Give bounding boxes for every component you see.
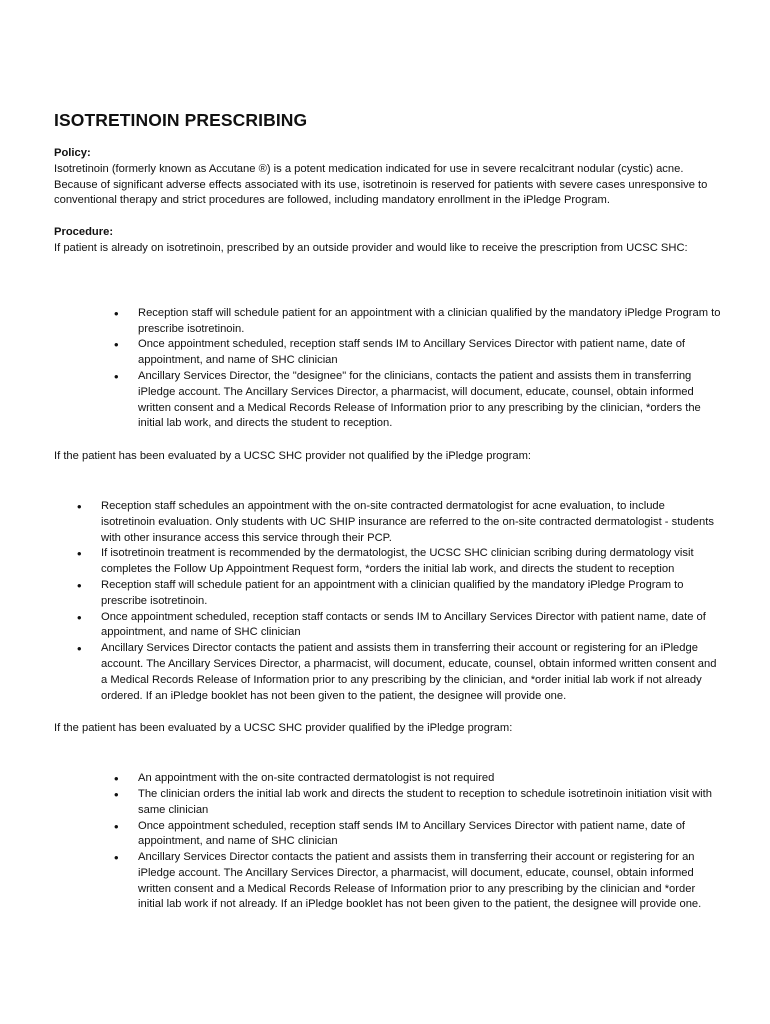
list-item: • Reception staff will schedule patient for an appointment with a clinician qualified by the mandatory iPledge Program to prescribe isotretinoin. <box>138 306 722 338</box>
not-qualified-steps <box>101 499 722 704</box>
list-item: • If isotretinoin treatment is recommended by the dermatologist, the UCSC SHC clinician scribing during dermatology visit completes the Follow Up Appointment Request form, *orders the initial lab work, and directs the student to reception <box>101 546 722 578</box>
procedure-label: Procedure: <box>54 226 114 239</box>
procedure-section <box>54 225 722 257</box>
not-qualified-intro: If the patient has been evaluated by a UCSC SHC provider not qualified by the iPledge program: <box>54 450 531 463</box>
list-item: • An appointment with the on-site contracted dermatologist is not required <box>138 771 722 787</box>
policy-section <box>54 146 722 209</box>
policy-text: Isotretinoin (formerly known as Accutane ®) is a potent medication indicated for use in severe recalcitrant nodular (cystic) acne. Because of significant adverse effects associated with its use, isotretinoin is reserved for patients with severe cases unresponsive to conventional therapy and strict procedures are followed, including mandatory enrollment in the iPledge Program. <box>54 162 708 207</box>
document-title: ISOTRETINOIN PRESCRIBING <box>54 110 308 130</box>
list-item: • Once appointment scheduled, reception staff contacts or sends IM to Ancillary Services Director with patient name, date of appointment, and name of SHC clinician <box>101 610 722 642</box>
list-item: • Ancillary Services Director contacts the patient and assists them in transferring their account or registering for an iPledge account. The Ancillary Services Director, a pharmacist, will document, educate, counsel, obtain informed written consent and a Medical Records Release of Information prior to any prescribing by the clinician and *order initial lab work if not already. If an iPledge booklet has not been given to the patient, the designee will provide one. <box>138 850 722 913</box>
list-item: • The clinician orders the initial lab work and directs the student to reception to schedule isotretinoin initiation visit with same clinician <box>138 787 722 819</box>
list-item: • Once appointment scheduled, reception staff sends IM to Ancillary Services Director with patient name, date of appointment, and name of SHC clinician <box>138 819 722 851</box>
list-item: • Reception staff will schedule patient for an appointment with a clinician qualified by the mandatory iPledge Program to prescribe isotretinoin. <box>101 578 722 610</box>
qualified-intro: If the patient has been evaluated by a UCSC SHC provider qualified by the iPledge program: <box>54 722 513 735</box>
policy-label: Policy: <box>54 147 91 159</box>
procedure-intro: If patient is already on isotretinoin, prescribed by an outside provider and would like to receive the prescription from UCSC SHC: <box>54 241 688 254</box>
list-item: • Reception staff schedules an appointment with the on-site contracted dermatologist for acne evaluation, to include isotretinoin evaluation. Only students with UC SHIP insurance are referred to the on-site contracted dermatologist - students with other insurance access this service through their PCP. <box>101 499 722 546</box>
list-item: • Ancillary Services Director contacts the patient and assists them in transferring their account or registering for an iPledge account. The Ancillary Services Director, a pharmacist, will document, educate, counsel, obtain informed written consent and a Medical Records Release of Information prior to any prescribing by the clinician, and *order initial lab work if not already ordered. If an iPledge booklet has not been given to the patient, the designee will provide one. <box>101 641 722 704</box>
list-item: • Once appointment scheduled, reception staff sends IM to Ancillary Services Director with patient name, date of appointment, and name of SHC clinician <box>138 337 722 369</box>
document-page <box>54 108 722 913</box>
list-item: • Ancillary Services Director, the "designee" for the clinicians, contacts the patient and assists them in transferring iPledge account. The Ancillary Services Director, a pharmacist, will document, educate, counsel, obtain informed written consent and a Medical Records Release of Information prior to any prescribing by the clinician, *orders the initial lab work, and directs the student to reception. <box>138 369 722 432</box>
outside-provider-steps <box>138 306 722 432</box>
qualified-steps <box>138 771 722 913</box>
